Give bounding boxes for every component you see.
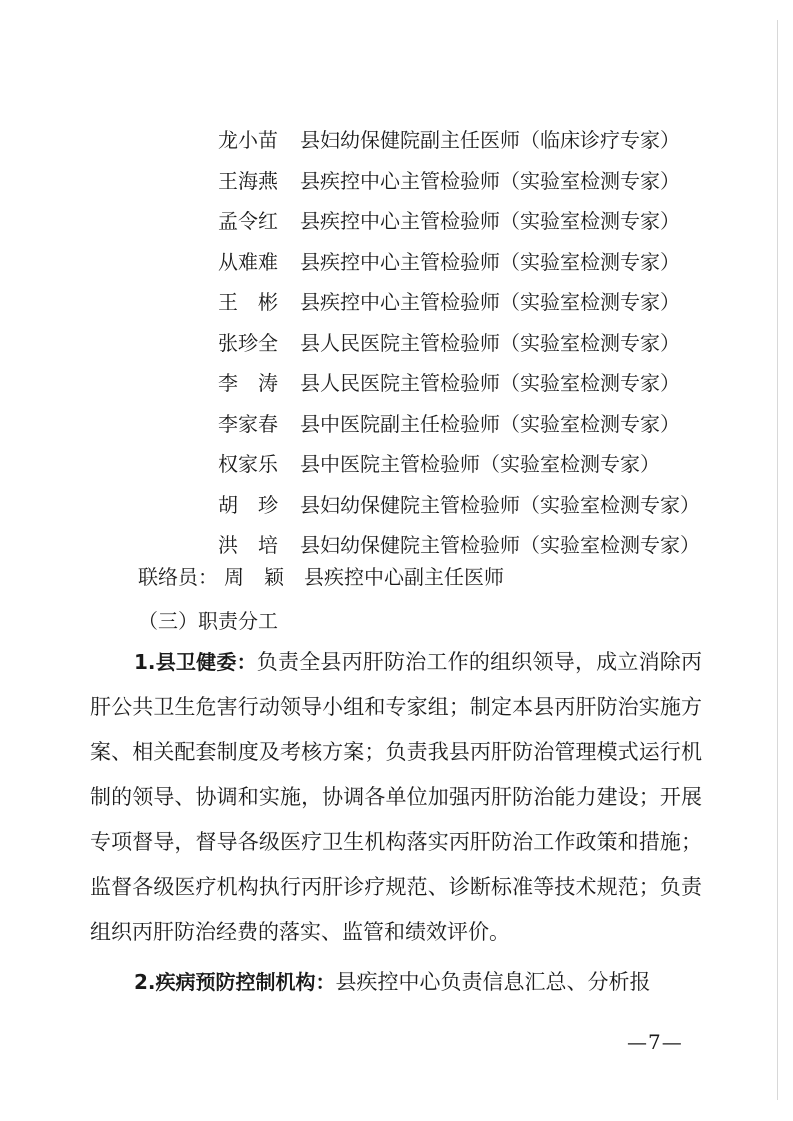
paragraph-lead: 2.疾病预防控制机构：: [134, 970, 336, 994]
liaison-title: 县疾控中心副主任医师: [304, 565, 504, 589]
paragraph-text: 负责全县丙肝防治工作的组织领导，成立消除丙肝公共卫生危害行动领导小组和专家组；制定本县丙肝防治实施方案、相关配套制度及考核方案；负责我县丙肝防治管理模式运行机制的领导、协调和实施，协调各单位加强丙肝防治能力建设；开展专项督导，督导各级医疗卫生机构落实丙肝防治工作政策和措施；监督各级医疗机构执行丙肝诊疗规范、诊断标准等技术规范；负责组织丙肝防治经费的落实、监管和绩效评价。: [90, 650, 702, 944]
liaison-row: [138, 562, 504, 592]
expert-name: 李家春: [218, 411, 278, 436]
expert-row: [0, 444, 793, 485]
expert-name: 权家乐: [218, 452, 278, 476]
page-number: —7—: [627, 1030, 683, 1054]
expert-row: [0, 282, 793, 323]
expert-title: 县妇幼保健院副主任医师（临床诊疗专家）: [300, 128, 680, 152]
expert-name: 孟令红: [218, 209, 278, 233]
paragraph-health-commission: [90, 640, 702, 955]
expert-title: 县妇幼保健院主管检验师（实验室检测专家）: [300, 533, 700, 557]
expert-row: [0, 161, 793, 202]
expert-name: 胡 珍: [218, 492, 278, 517]
liaison-label: 联络员：: [138, 565, 218, 589]
expert-row: [0, 120, 793, 161]
expert-row: [0, 201, 793, 242]
expert-row: [0, 323, 793, 364]
expert-row: [0, 404, 793, 445]
expert-name: 王 彬: [218, 290, 278, 314]
expert-title: 县中医院主管检验师（实验室检测专家）: [300, 452, 660, 476]
expert-name: 从难难: [218, 249, 278, 274]
paragraph-text: 县疾控中心负责信息汇总、分析报: [335, 970, 651, 994]
expert-title: 县人民医院主管检验师（实验室检测专家）: [300, 330, 680, 355]
expert-name: 张珍全: [218, 330, 278, 355]
expert-name: 龙小苗: [218, 128, 278, 152]
expert-name: 李 涛: [218, 371, 278, 395]
expert-list: [0, 120, 793, 566]
paragraph-cdc: [90, 960, 702, 1005]
expert-name: 洪 培: [218, 533, 278, 557]
section-heading: （三）职责分工: [138, 609, 278, 633]
expert-row: [0, 242, 793, 283]
expert-title: 县疾控中心主管检验师（实验室检测专家）: [300, 290, 680, 314]
expert-title: 县妇幼保健院主管检验师（实验室检测专家）: [300, 492, 700, 517]
expert-row: [0, 525, 793, 566]
expert-title: 县疾控中心主管检验师（实验室检测专家）: [300, 249, 680, 274]
expert-row: [0, 485, 793, 526]
liaison-name: 周 颖: [224, 565, 284, 589]
expert-title: 县人民医院主管检验师（实验室检测专家）: [300, 371, 680, 395]
expert-row: [0, 363, 793, 404]
expert-name: 王海燕: [218, 168, 278, 193]
expert-title: 县疾控中心主管检验师（实验室检测专家）: [300, 209, 680, 233]
expert-title: 县中医院副主任检验师（实验室检测专家）: [300, 411, 680, 436]
paragraph-lead: 1.县卫健委：: [134, 650, 257, 674]
expert-title: 县疾控中心主管检验师（实验室检测专家）: [300, 168, 680, 193]
